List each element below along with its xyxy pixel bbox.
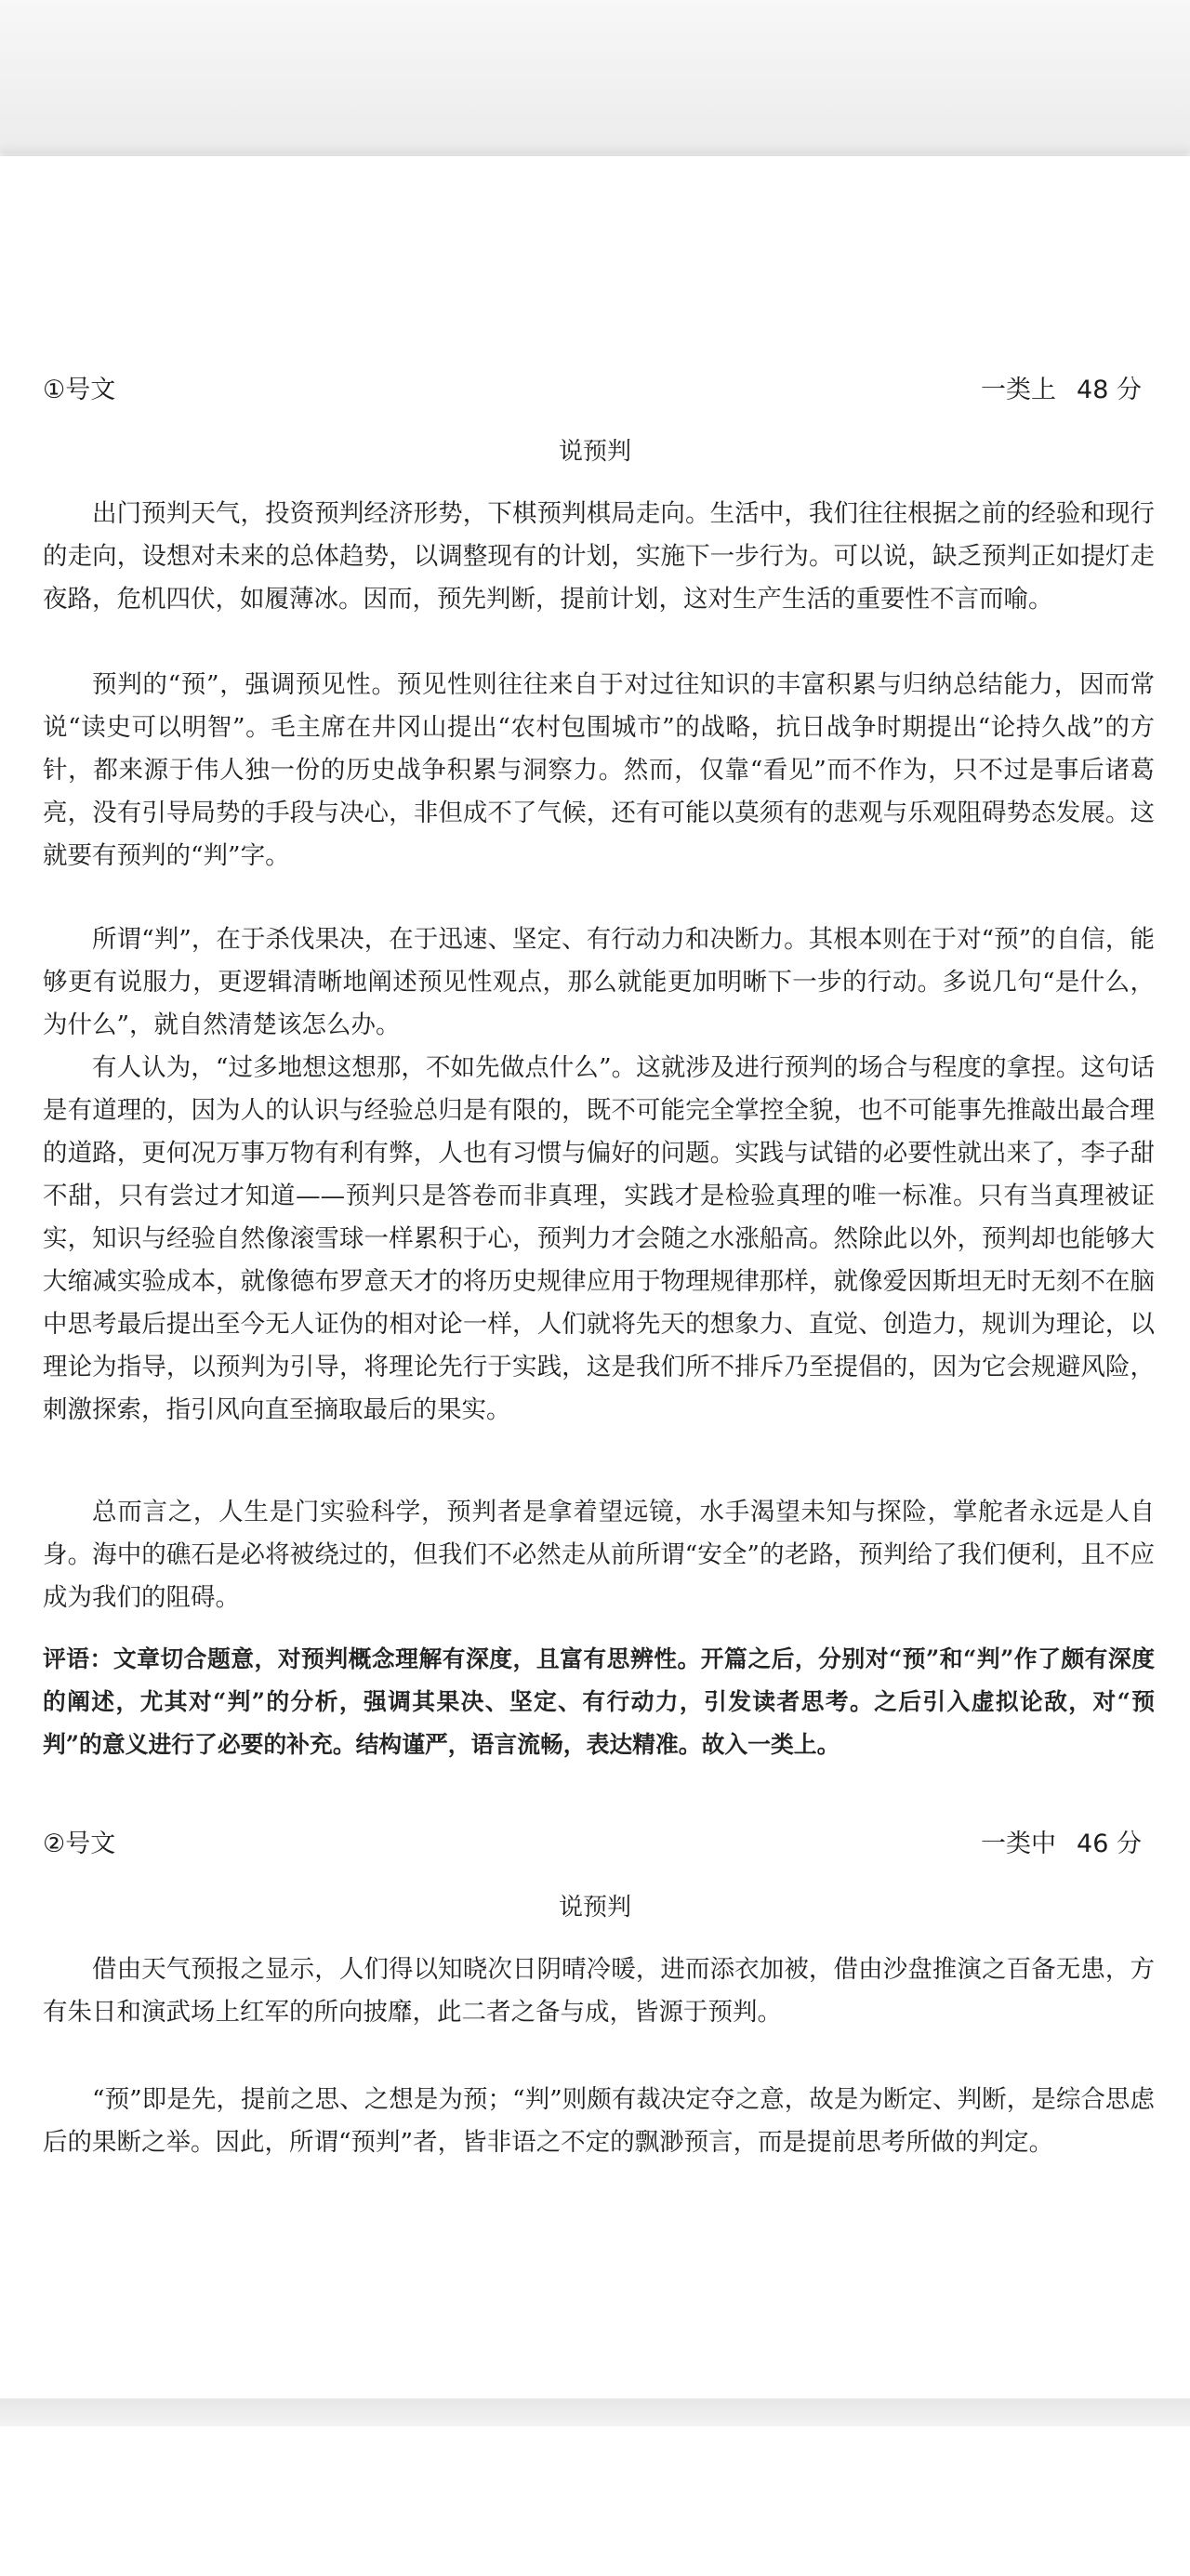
essay-1-score: 48 分 [1077,376,1142,404]
essay-2-paragraph-1: 借由天气预报之显示，人们得以知晓次日阴晴冷暖，进而添衣加被，借由沙盘推演之百备无患，方有朱日和演武场上红军的所向披靡，此二者之备与成，皆源于预判。 [43,1955,1155,2027]
essay-1-number: ①号文 [43,376,116,404]
essay-1-grade: 一类上 [981,376,1057,404]
essay-1-grade-score [981,370,1142,411]
essay-1-paragraph-4: 有人认为，“过多地想这想那，不如先做点什么”。这就涉及进行预判的场合与程度的拿捏。这句话是有道理的，因为人的认识与经验总归是有限的，既不可能完全掌控全貌，也不可能事先推敲出最合理的道路，更何况万事万物有利有弊，人也有习惯与偏好的问题。实践与试错的必要性就出来了，李子甜不甜，只有尝过才知道——预判只是答卷而非真理，实践才是检验真理的唯一标准。只有当真理被证实，知识与经验自然像滚雪球一样累积于心，预判力才会随之水涨船高。然除此以外，预判却也能够大大缩减实验成本，就像德布罗意天才的将历史规律应用于物理规律那样，就像爱因斯坦无时无刻不在脑中思考最后提出至今无人证伪的相对论一样，人们就将先天的想象力、直觉、创造力，规训为理论，以理论为指导，以预判为引导，将理论先行于实践，这是我们所不排斥乃至提倡的，因为它会规避风险，刺激探索，指引风向直至摘取最后的果实。 [43,1053,1155,1424]
essay-1-paragraph-3: 所谓“判”，在于杀伐果决，在于迅速、坚定、有行动力和决断力。其根本则在于对“预”的自信，能够更有说服力，更逻辑清晰地阐述预见性观点，那么就能更加明晰下一步的行动。多说几句“是什么，为什么”，就自然清楚该怎么办。 [43,925,1155,1039]
essay-2-number: ②号文 [43,1830,116,1858]
essay-2-score: 46 分 [1077,1830,1142,1858]
essay-1-header [43,370,1142,411]
essay-1-paragraph-1: 出门预判天气，投资预判经济形势，下棋预判棋局走向。生活中，我们往往根据之前的经验和现行的走向，设想对未来的总体趋势，以调整现有的计划，实施下一步行为。可以说，缺乏预判正如提灯走夜路，危机四伏，如履薄冰。因而，预先判断，提前计划，这对生产生活的重要性不言而喻。 [43,499,1155,614]
essay-2-paragraph-2: “预”即是先，提前之思、之想是为预；“判”则颇有裁决定夺之意，故是为断定、判断，是综合思虑后的果断之举。因此，所谓“预判”者，皆非语之不定的飘渺预言，而是提前思考所做的判定。 [43,2085,1155,2157]
essay-2-header [43,1824,1142,1865]
next-page-area [0,2426,1190,2576]
essay-1-title: 说预判 [558,438,631,466]
bottom-page-gap [0,2398,1190,2426]
essay-1-paragraph-2: 预判的“预”，强调预见性。预见性则往往来自于对过往知识的丰富积累与归纳总结能力，因而常说“读史可以明智”。毛主席在井冈山提出“农村包围城市”的战略，抗日战争时期提出“论持久战”的方针，都来源于伟人独一份的历史战争积累与洞察力。然而，仅靠“看见”而不作为，只不过是事后诸葛亮，没有引导局势的手段与决心，非但成不了气候，还有可能以莫须有的悲观与乐观阻碍势态发展。这就要有预判的“判”字。 [43,670,1155,870]
essay-2-title: 说预判 [558,1894,631,1922]
essay-1-comment: 评语：文章切合题意，对预判概念理解有深度，且富有思辨性。开篇之后，分别对“预”和“判”作了颇有深度的阐述，尤其对“判”的分析，强调其果决、坚定、有行动力，引发读者思考。之后引入虚拟论敌，对“预判”的意义进行了必要的补充。结构谨严，语言流畅，表达精准。故入一类上。 [43,1645,1155,1758]
essay-2-grade: 一类中 [981,1830,1057,1858]
top-margin-band [0,0,1190,153]
essay-2-grade-score [981,1824,1142,1865]
essay-1-paragraph-5: 总而言之，人生是门实验科学，预判者是拿着望远镜，水手渴望未知与探险，掌舵者永远是人自身。海中的礁石是必将被绕过的，但我们不必然走从前所谓“安全”的老路，预判给了我们便利，且不应成为我们的阻碍。 [43,1498,1155,1612]
